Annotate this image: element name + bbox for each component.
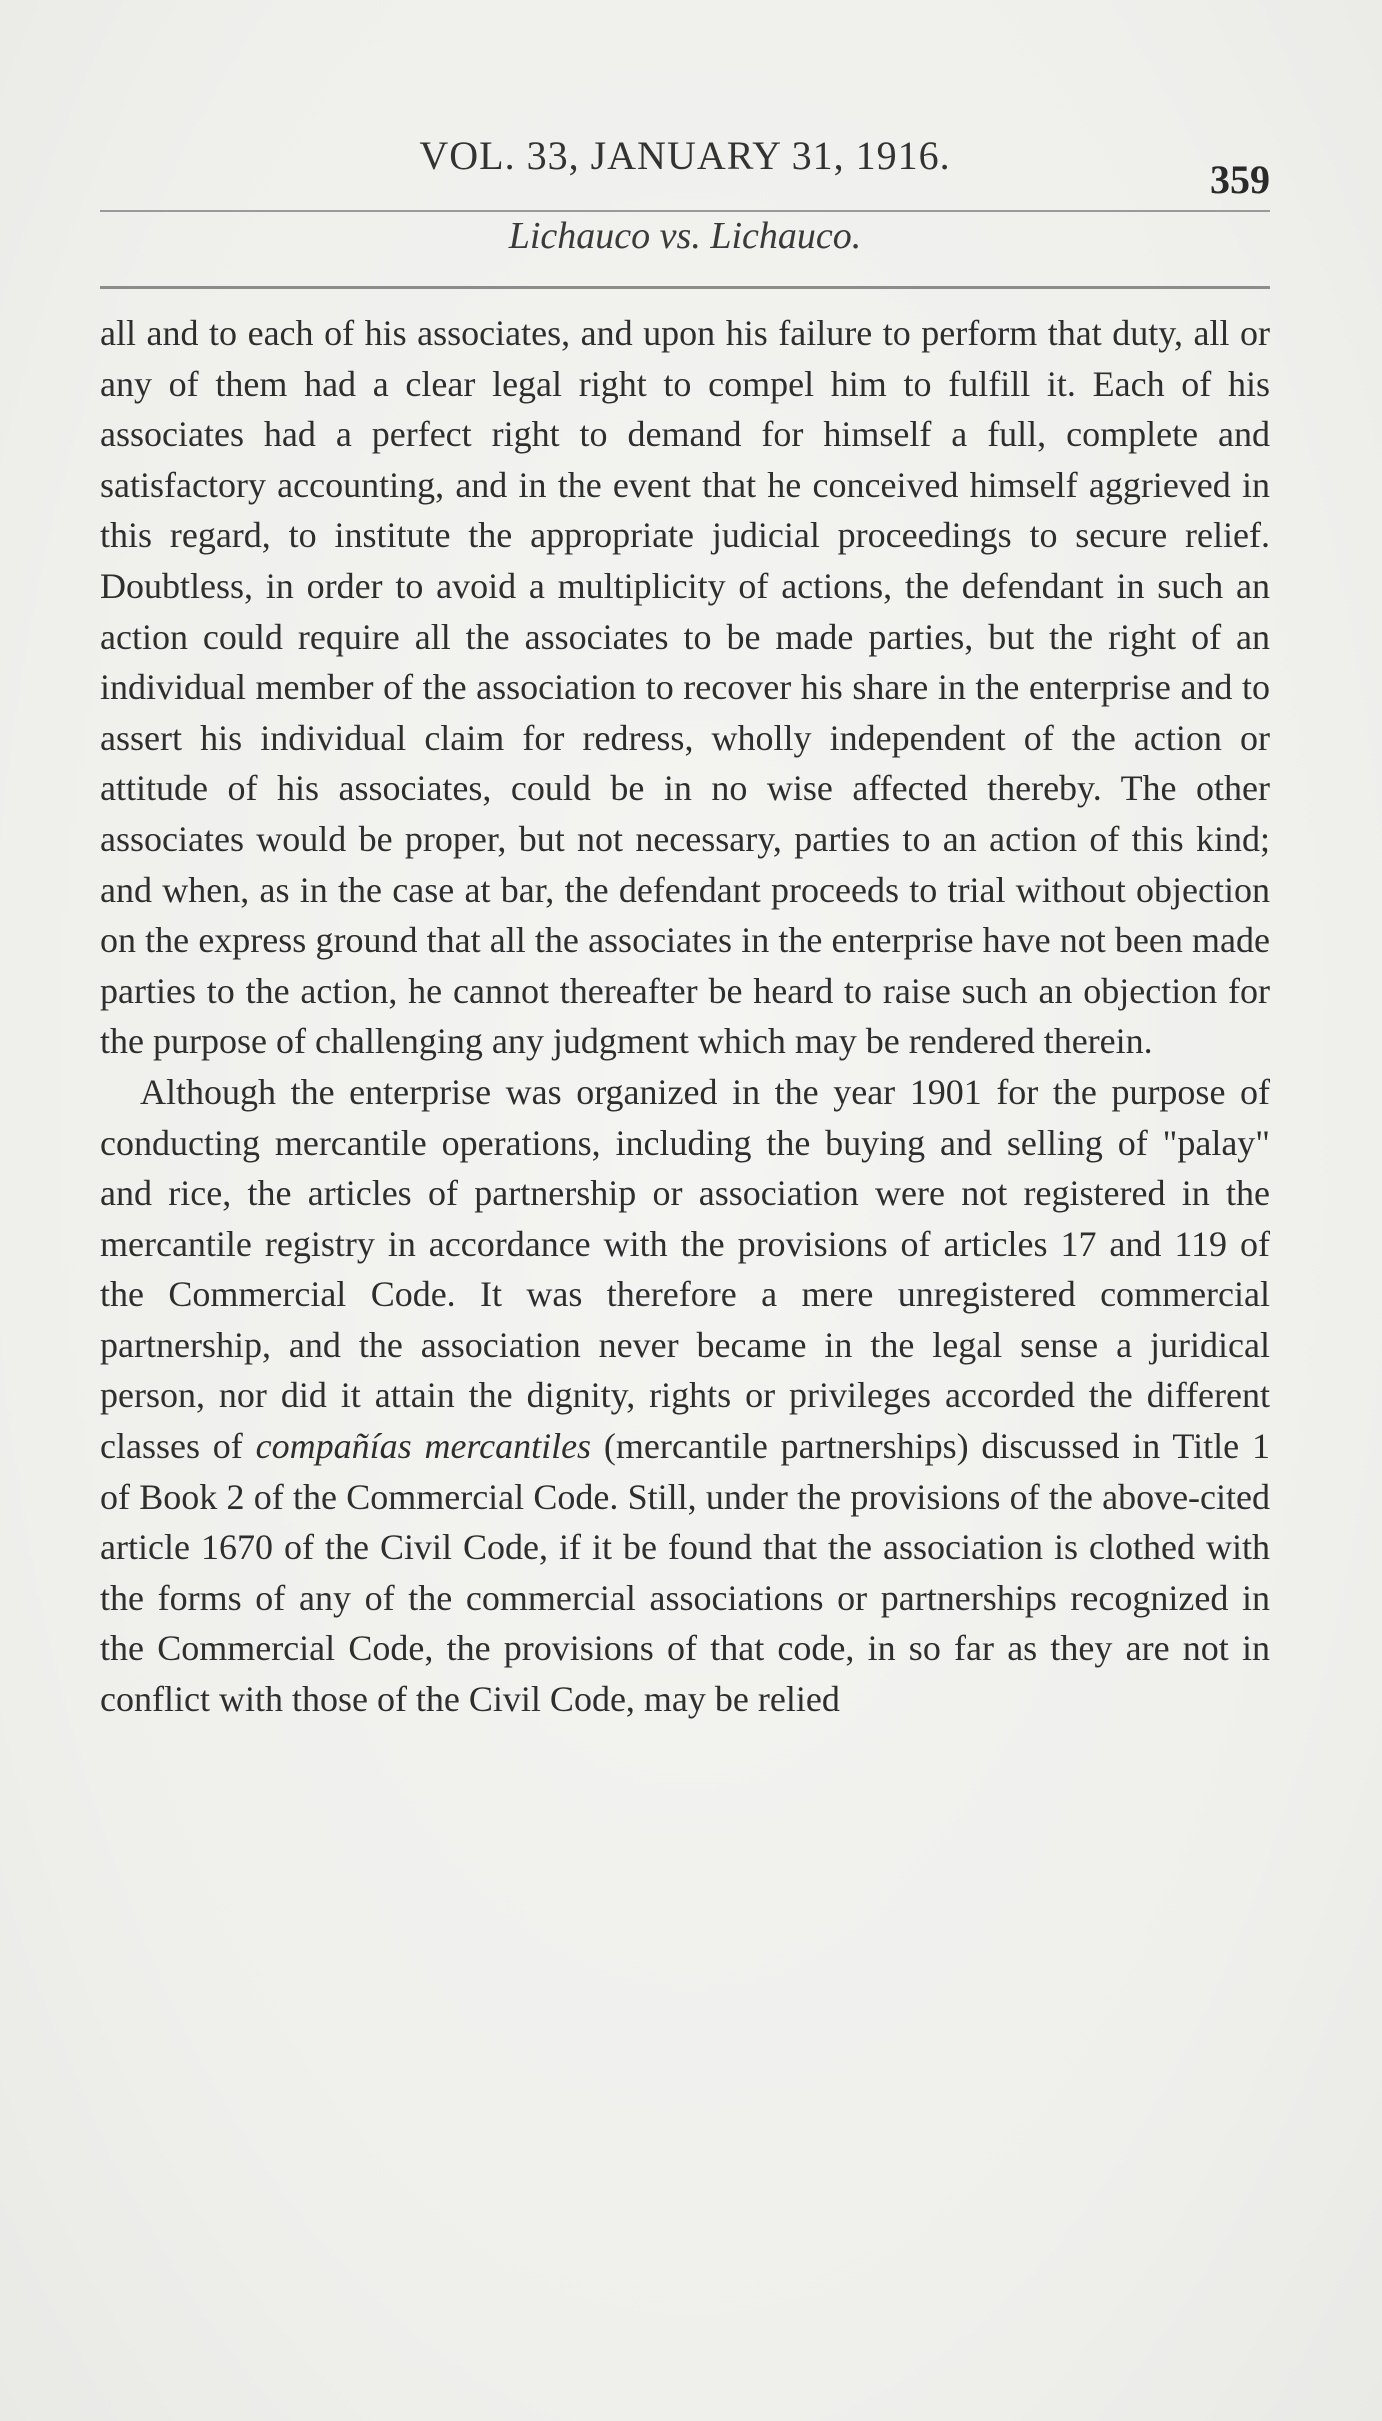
body-text [100, 308, 1270, 1725]
header-rule-bottom [100, 286, 1270, 289]
page-number: 359 [1210, 157, 1270, 202]
running-head [100, 132, 1270, 202]
header-rule-top [100, 210, 1270, 212]
paragraph-2-part-1: Although the enterprise was organized in the year 1901 for the purpose of conducting mercantile operations, including the buying and selling of "palay" and rice, the articles of partnership or association were not registered in the mercantile registry in accordance with the provisions of articles 17 and 119 of the Commercial Code. It was therefore a mere unregistered commercial partnership, and the association never became in the legal sense a juridical person, nor did it attain the dignity, rights or privileges accorded the different classes of [100, 1071, 1270, 1467]
paragraph-2-part-2: (mercantile partnerships) discussed in Title 1 of Book 2 of the Commercial Code. Still, under the provisions of the above-cited article 1670 of the Civil Code, if it be found that the association is clothed with the forms of any of the commercial associations or partnerships recognized in the Commercial Code, the provisions of that code, in so far as they are not in conflict with those of the Civil Code, may be relied [100, 1426, 1270, 1720]
running-title: VOL. 33, JANUARY 31, 1916. [419, 133, 951, 178]
paragraph-2-italic-term: compañías mercantiles [255, 1426, 592, 1467]
case-title: Lichauco vs. Lichauco. [508, 215, 862, 257]
paragraph-1: all and to each of his associates, and upon his failure to perform that duty, all or any of them had a clear legal right to compel him to fulfill it. Each of his associates had a perfect right to demand for himself a full, complete and satisfactory accounting, and in the event that he conceived himself aggrieved in this regard, to institute the appropriate judicial proceedings to secure relief. Doubtless, in order to avoid a multiplicity of actions, the defendant in such an action could require all the associates to be made parties, but the right of an individual member of the association to recover his share in the enterprise and to assert his individual claim for redress, wholly independent of the action or attitude of his associates, could be in no wise affected thereby. The other associates would be proper, but not necessary, parties to an action of this kind; and when, as in the case at bar, the defendant proceeds to trial without objection on the express ground that all the associates in the enterprise have not been made parties to the action, he cannot thereafter be heard to raise such an objection for the purpose of challenging any judgment which may be rendered therein. [100, 313, 1270, 1062]
paragraph-2 [100, 1067, 1270, 1725]
